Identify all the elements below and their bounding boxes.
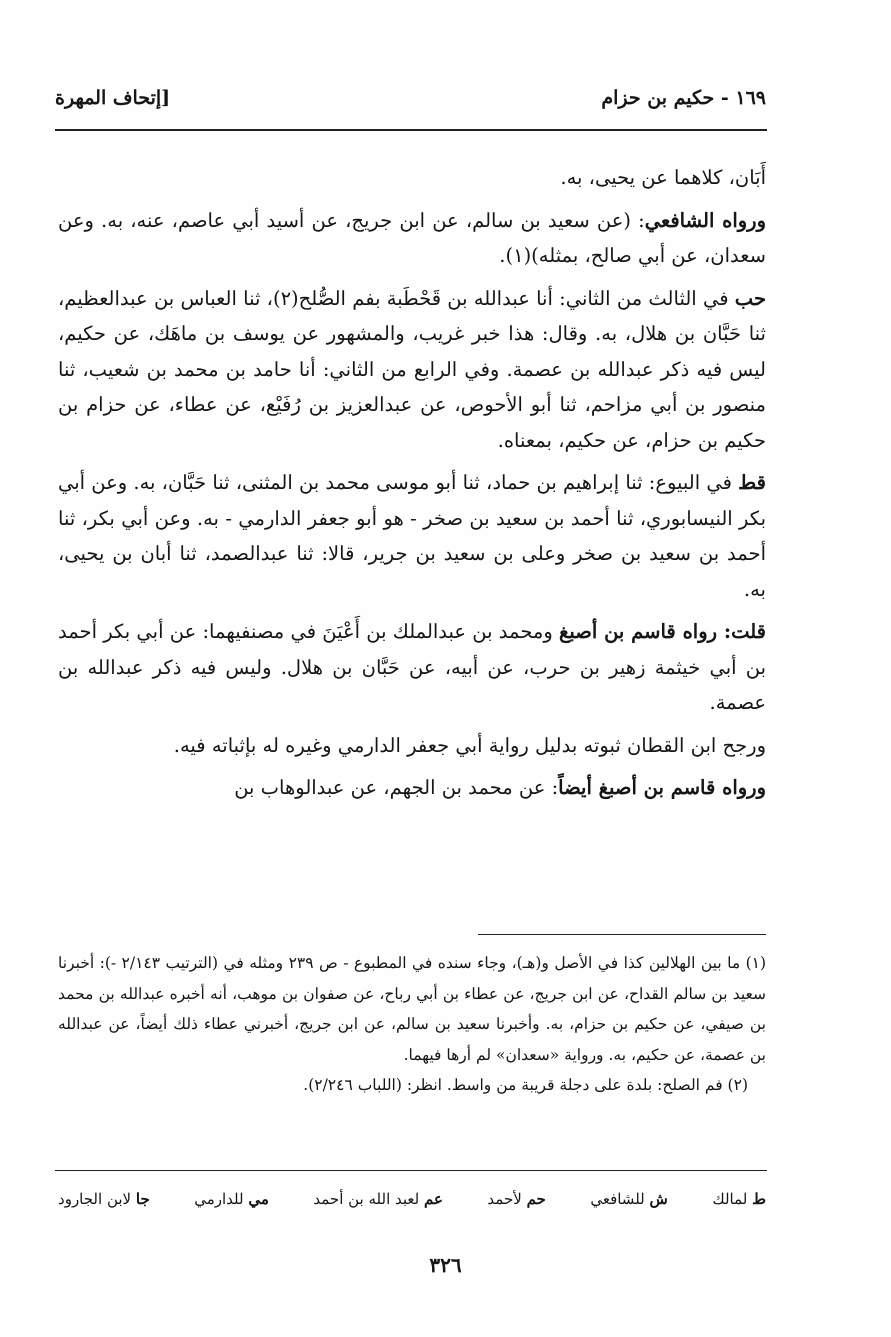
paragraph: ورواه الشافعي: (عن سعيد بن سالم، عن ابن جريج، عن أسيد أبي عاصم، عنه، به. وعن سعدان، عن أبي صالح، بمثله)(١). — [58, 208, 766, 267]
paragraph: قلت: رواه قاسم بن أصبغ ومحمد بن عبدالملك بن أَعْيَنَ في مصنفيهما: عن أبي بكر أحمد بن أبي خيثمة زهير بن حرب، عن أبيه، عن حَبَّان بن هلال. وليس فيه ذكر عبدالله بن عصمة. — [58, 620, 767, 714]
header-rule — [55, 129, 767, 131]
abbreviation-key — [58, 1186, 766, 1212]
paragraph: ورواه قاسم بن أصبغ أيضاً: عن محمد بن الجهم، عن عبدالوهاب بن — [234, 776, 766, 799]
abbreviation-item: حم لأحمد — [487, 1190, 546, 1208]
abbreviations-rule — [55, 1170, 767, 1171]
footnotes — [58, 948, 766, 1101]
abbreviation-item: عم لعبد الله بن أحمد — [313, 1190, 443, 1208]
abbreviation-item: ش للشافعي — [590, 1190, 668, 1208]
abbreviation-item: جا لابن الجارود — [58, 1190, 150, 1208]
main-text — [58, 160, 766, 806]
footnote-2: (٢) فم الصلح: بلدة على دجلة قريبة من واسط. انظر: (اللباب ٢/٢٤٦). — [303, 1076, 748, 1094]
paragraph: أَبَان، كلاهما عن يحيى، به. — [560, 166, 766, 189]
paragraph: حب في الثالث من الثاني: أنا عبدالله بن قَحْطَبة بفم الصُّلح(٢)، ثنا العباس بن عبدالعظيم، ثنا حَبَّان بن هلال، به. وقال: هذا خبر غريب، والمشهور عن يوسف بن ماهَك، عن حكيم، ليس فيه ذكر عبدالله بن عصمة. وفي الرابع من الثاني: أنا حامد بن محمد بن شعيب، ثنا منصور بن أبي مزاحم، ثنا أبو الأحوص، عن عبدالعزيز بن رُفَيْع، عن عطاء، عن حزام بن حكيم بن حزام، عن حكيم، بمعناه. — [58, 286, 766, 452]
abbreviation-item: مي للدارمي — [194, 1190, 269, 1208]
running-header-book: [إتحاف المهرة — [55, 87, 171, 109]
running-header-title: ١٦٩ - حكيم بن حزام — [601, 87, 766, 109]
page-number: ٣٢٦ — [429, 1253, 462, 1277]
paragraph: ورجح ابن القطان ثبوته بدليل رواية أبي جعفر الدارمي وغيره له بإثباته فيه. — [173, 733, 766, 757]
footnote-separator — [478, 934, 766, 935]
abbreviation-item: ط لمالك — [712, 1190, 766, 1208]
paragraph: قط في البيوع: ثنا إبراهيم بن حماد، ثنا أبو موسى محمد بن المثنى، ثنا حَبَّان، به. وعن أبي بكر النيسابوري، ثنا أحمد بن سعيد بن صخر - هو أبو جعفر الدارمي - به. وعن أبي بكر، ثنا أحمد بن سعيد بن صخر وعلى بن سعيد بن جرير، قالا: ثنا عبدالصمد، ثنا أبان بن يحيى، به. — [57, 471, 766, 601]
footnote-1: (١) ما بين الهلالين كذا في الأصل و(هـ)، وجاء سنده في المطبوع - ص ٢٣٩ ومثله في (الترتيب ٢/١٤٣ -): أخبرنا سعيد بن سالم القداح، عن ابن جريج، عن عطاء بن أبي رباح، عن صفوان بن موهب، أنه أخبره عبدالله بن محمد بن صيفي، عن حكيم بن حزام، به. وأخبرنا سعيد بن سالم، عن ابن جريج، أخبرني عطاء ذلك أيضاً، عن عبدالله بن عصمة، عن حكيم، به. ورواية «سعدان» لم أرها فيهما. — [58, 954, 767, 1064]
